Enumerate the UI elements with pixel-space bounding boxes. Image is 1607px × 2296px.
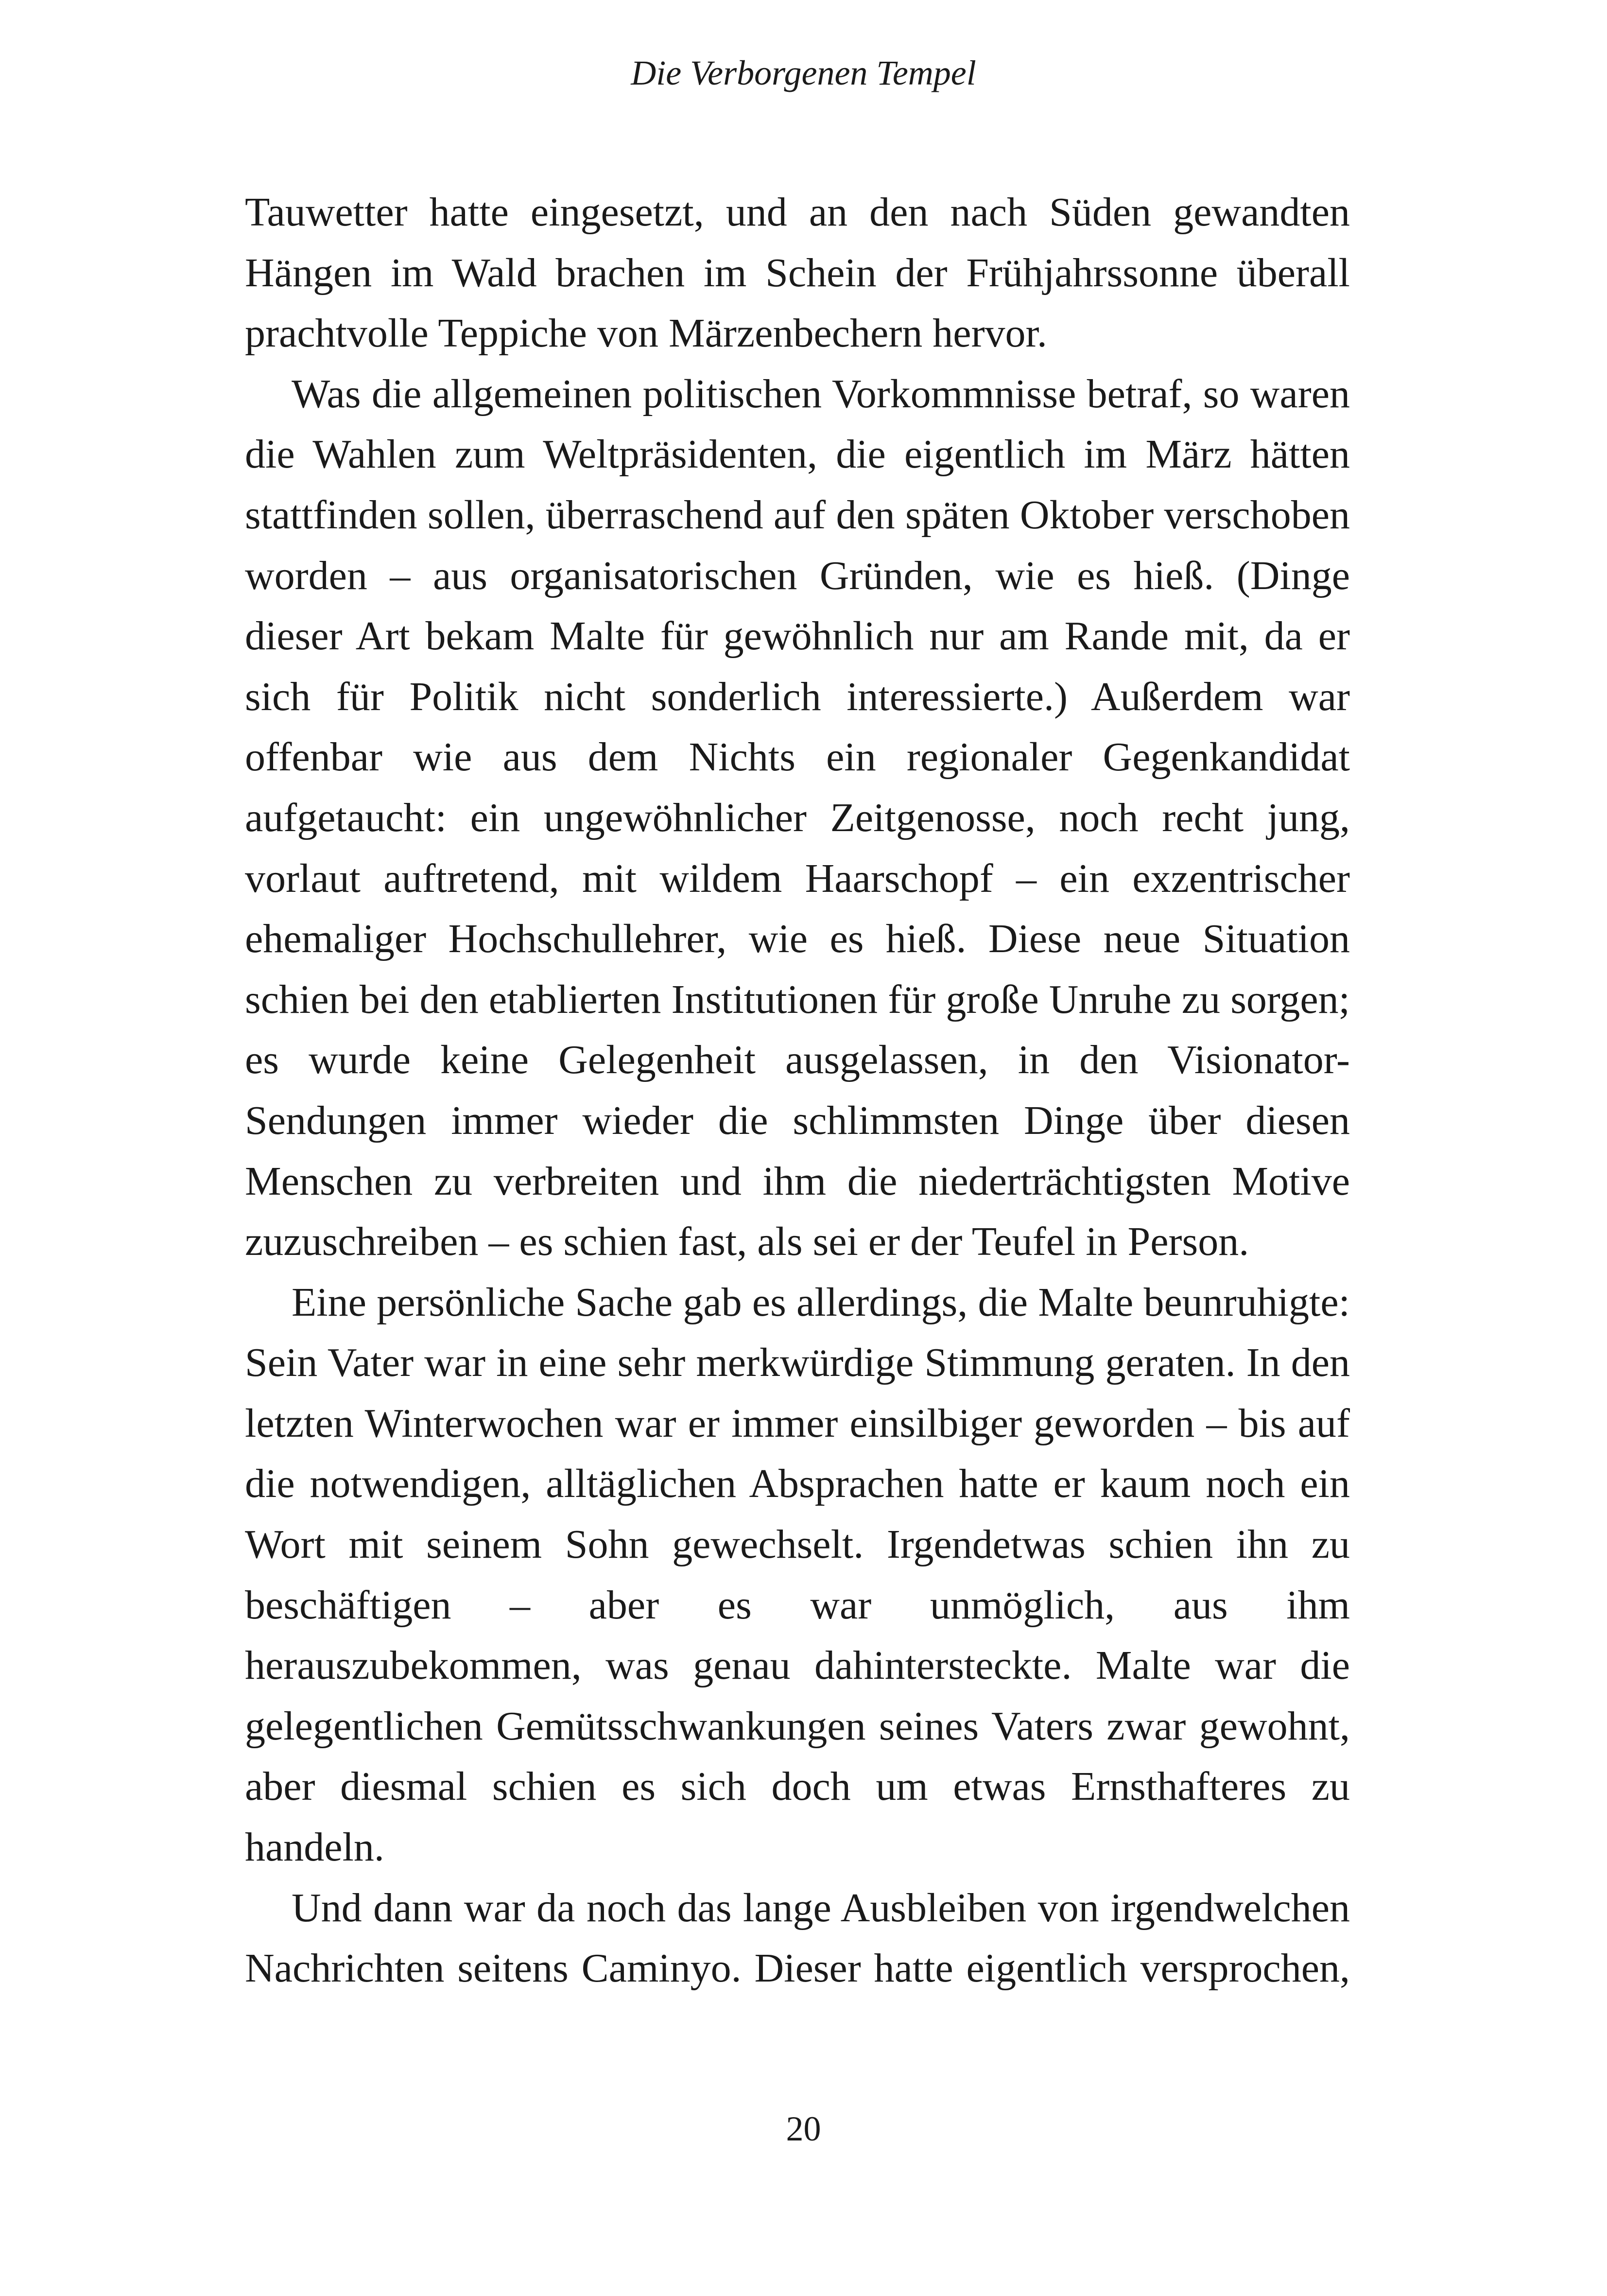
running-header: Die Verborgenen Tempel: [631, 53, 976, 92]
paragraph-3: Eine persönliche Sache gab es allerdings, die Malte beunruhigte: Sein Vater war in eine sehr merkwürdige Stimmung geraten. In den letzten Winterwochen war er immer einsilbiger geworden – bis auf die notwendigen, alltäglichen Absprachen hatte er kaum noch ein Wort mit seinem Sohn gewechselt. Irgendetwas schien ihn zu beschäftigen – aber es war unmöglich, aus ihm herauszubekommen, was genau dahintersteckte. Malte war die gelegentlichen Gemütsschwankungen seines Vaters zwar gewohnt, aber diesmal schien es sich doch um etwas Ernsthafteres zu handeln.: [245, 1279, 1350, 1870]
paragraph-4: Und dann war da noch das lange Ausbleiben von irgendwelchen Nachrichten seitens Caminyo. Dieser hatte eigentlich versprochen,: [245, 1885, 1350, 1991]
page-number: 20: [786, 2109, 821, 2148]
paragraph-1: Tauwetter hatte eingesetzt, und an den nach Süden gewandten Hängen im Wald brachen im Schein der Frühjahrssonne überall prachtvolle Teppiche von Märzenbechern hervor.: [245, 190, 1350, 356]
paragraph-2: Was die allgemeinen politischen Vorkommnisse betraf, so waren die Wahlen zum Weltpräsidenten, die eigentlich im März hätten stattfinden sollen, überraschend auf den späten Oktober verschoben worden – aus organisatorischen Gründen, wie es hieß. (Dinge dieser Art bekam Malte für gewöhnlich nur am Rande mit, da er sich für Politik nicht sonderlich interessierte.) Außerdem war offenbar wie aus dem Nichts ein regionaler Gegenkandidat aufgetaucht: ein ungewöhnlicher Zeitgenosse, noch recht jung, vorlaut auftretend, mit wildem Haarschopf – ein exzentrischer ehemaliger Hochschullehrer, wie es hieß. Diese neue Situation schien bei den etablierten Institutionen für große Unruhe zu sorgen; es wurde keine Gelegenheit ausgelassen, in den Visionator-Sendungen immer wieder die schlimmsten Dinge über diesen Menschen zu verbreiten und ihm die niederträchtigsten Motive zuzuschreiben – es schien fast, als sei er der Teufel in Person.: [245, 371, 1350, 1265]
body-text: [245, 182, 1350, 1999]
